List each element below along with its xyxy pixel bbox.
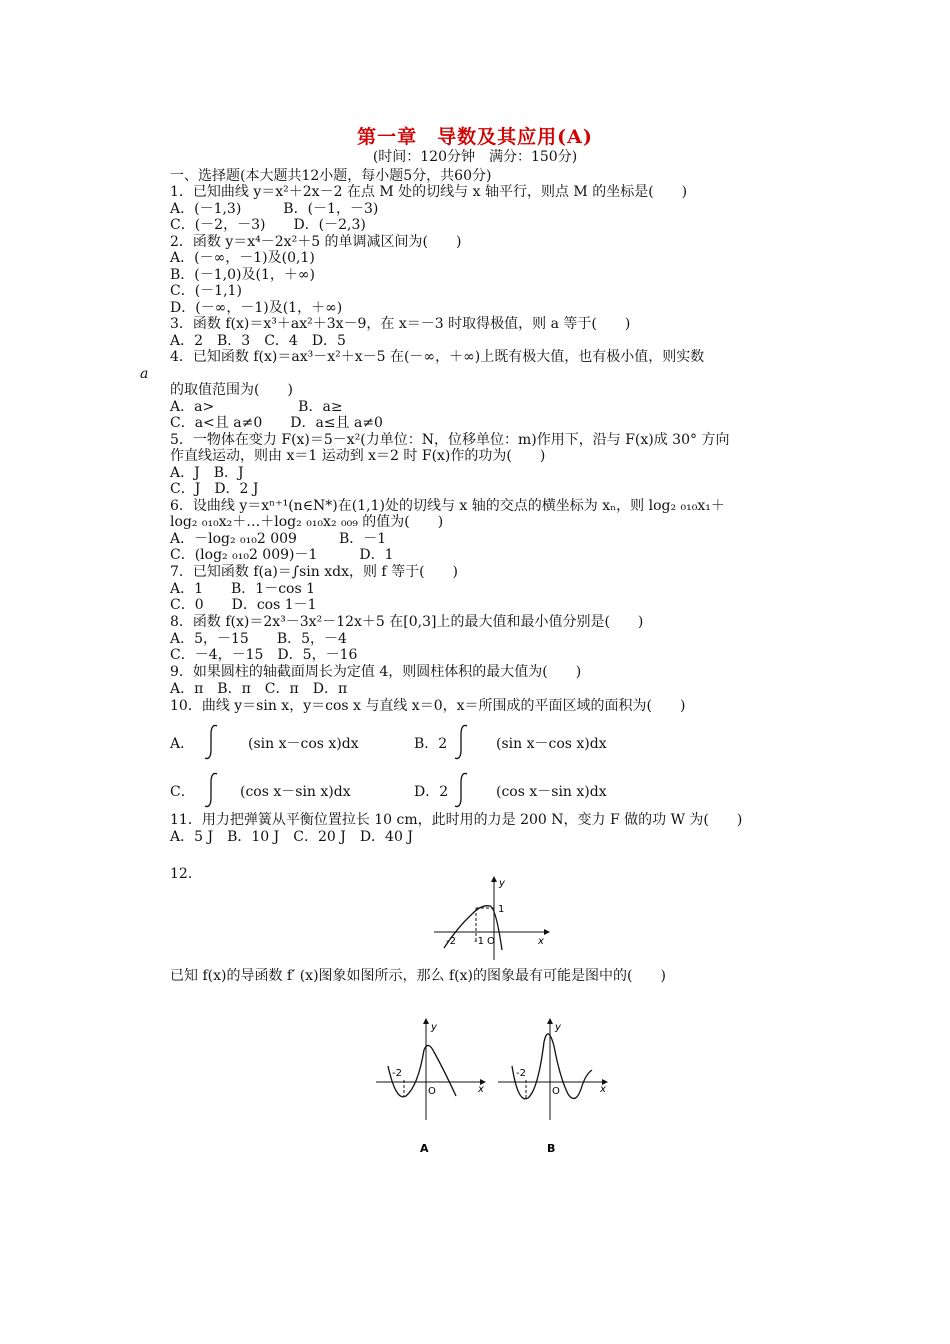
- integral-sign-icon: [452, 770, 474, 810]
- option-line: C．－4，－15 D．5，－16: [170, 647, 358, 663]
- question-line: 10．曲线 y＝sin x，y＝cos x 与直线 x＝0，x＝所围成的平面区域的面积为( ): [170, 698, 686, 714]
- y-axis-arrow-icon: [423, 1018, 429, 1024]
- option-line: A．2 B．3 C．4 D．5: [170, 333, 346, 349]
- wrapped-variable: a: [140, 366, 149, 382]
- y-axis-arrow-icon: [547, 1018, 553, 1024]
- axis-label-x: x: [478, 1084, 484, 1095]
- option-line: A．5，－15 B．5，－4: [170, 631, 347, 647]
- axis-label-x: x: [538, 936, 544, 947]
- option-line: C．0 D．cos 1－1: [170, 597, 317, 613]
- question-line: 作直线运动，则由 x＝1 运动到 x＝2 时 F(x)作的功为( ): [170, 448, 546, 464]
- tick-label-neg2: -2: [516, 1068, 526, 1079]
- option-line: B．(－1,0)及(1，＋∞): [170, 267, 315, 283]
- origin-label: O: [428, 1086, 436, 1097]
- integral-sign-icon: [202, 722, 224, 762]
- question-number: 12.: [170, 866, 193, 882]
- q10-option-d-expr: (cos x－sin x)dx: [496, 784, 607, 800]
- q10-option-d-label: D．2: [414, 784, 449, 800]
- option-line: C．(－1,1): [170, 283, 242, 299]
- option-line: A．1 B．1－cos 1: [170, 581, 316, 597]
- question-line: log₂ ₀₁₀x₂＋…＋log₂ ₀₁₀x₂ ₀₀₉ 的值为( ): [170, 514, 444, 530]
- tick-label-1: 1: [498, 904, 505, 915]
- axis-label-y: y: [499, 878, 505, 889]
- question-line: 4．已知函数 f(x)＝ax³－x²＋x－5 在(－∞，＋∞)上既有极大值，也有极小值，则实数: [170, 349, 705, 365]
- option-line: D．(－∞，－1)及(1，＋∞): [170, 300, 343, 316]
- tick-label-neg1: -1: [474, 936, 484, 947]
- axis-label-y: y: [431, 1022, 437, 1033]
- option-line: C．(log₂ ₀₁₀2 009)－1 D．1: [170, 547, 394, 563]
- page-title: 第一章 导数及其应用(A): [357, 126, 593, 148]
- axis-label-x: x: [600, 1084, 606, 1095]
- question-line: 7．已知函数 f(a)＝∫sin xdx，则 f 等于( ): [170, 564, 458, 580]
- option-line: A．(－1,3) B．(－1，－3): [170, 201, 379, 217]
- question-line: 6．设曲线 y＝xⁿ⁺¹(n∈N*)在(1,1)处的切线与 x 轴的交点的横坐标为 xₙ，则 log₂ ₀₁₀x₁＋: [170, 498, 725, 514]
- integral-sign-icon: [452, 722, 474, 762]
- origin-label: O: [487, 936, 495, 947]
- option-line: C．a<且 a≠0 D．a≤且 a≠0: [170, 415, 383, 431]
- origin-label: O: [552, 1086, 560, 1097]
- answer-graph-b: [496, 1012, 616, 1157]
- option-line: C．(－2，－3) D．(－2,3): [170, 217, 366, 233]
- question-line: 已知 f(x)的导函数 f′ (x)图象如图所示，那么 f(x)的图象最有可能是图中的( ): [170, 968, 666, 984]
- option-line: A．－log₂ ₀₁₀2 009 B．－1: [170, 531, 387, 547]
- q10-option-a-label: A．: [170, 736, 195, 752]
- graph-label-a: A: [420, 1142, 429, 1155]
- question-line: 的取值范围为( ): [170, 382, 293, 398]
- question-line: 8．函数 f(x)＝2x³－3x²－12x＋5 在[0,3]上的最大值和最小值分别是( ): [170, 614, 644, 630]
- q10-option-c-expr: (cos x－sin x)dx: [240, 784, 351, 800]
- option-line: A．a> B．a≥: [170, 399, 343, 415]
- option-line: A．5 J B．10 J C．20 J D．40 J: [170, 829, 413, 845]
- question-line: 2．函数 y＝x⁴－2x²＋5 的单调减区间为( ): [170, 234, 462, 250]
- section-heading: 一、选择题(本大题共12小题，每小题5分，共60分): [170, 168, 492, 184]
- tick-label-neg2: -2: [392, 1068, 402, 1079]
- option-line: C．J D．2 J: [170, 481, 259, 497]
- x-axis-arrow-icon: [544, 929, 550, 935]
- integral-sign-icon: [202, 770, 224, 810]
- q10-option-b-expr: (sin x－cos x)dx: [496, 736, 607, 752]
- question-line: 9．如果圆柱的轴截面周长为定值 4，则圆柱体积的最大值为( ): [170, 664, 582, 680]
- question-line: 1．已知曲线 y＝x²＋2x－2 在点 M 处的切线与 x 轴平行，则点 M 的坐标是( ): [170, 184, 688, 200]
- axis-label-y: y: [555, 1022, 561, 1033]
- graph-label-b: B: [547, 1142, 556, 1155]
- q10-option-b-label: B．2: [414, 736, 448, 752]
- exam-info: (时间：120分钟 满分：150分): [372, 149, 578, 165]
- tick-label-neg2: -2: [446, 936, 456, 947]
- answer-graph-a: [374, 1012, 494, 1157]
- option-line: A．π B．π C．π D．π: [170, 681, 348, 697]
- derivative-graph: [432, 874, 552, 964]
- q10-option-a-expr: (sin x－cos x)dx: [248, 736, 359, 752]
- y-axis-arrow-icon: [491, 876, 497, 882]
- question-line: 3．函数 f(x)＝x³＋ax²＋3x－9，在 x＝－3 时取得极值，则 a 等于( ): [170, 316, 631, 332]
- option-line: A．(－∞，－1)及(0,1): [170, 250, 315, 266]
- question-line: 5．一物体在变力 F(x)＝5－x²(力单位：N，位移单位：m)作用下，沿与 F(x)成 30° 方向: [170, 432, 730, 448]
- q10-option-c-label: C．: [170, 784, 195, 800]
- question-line: 11．用力把弹簧从平衡位置拉长 10 cm，此时用的力是 200 N，变力 F 做的功 W 为( ): [170, 812, 743, 828]
- option-line: A．J B．J: [170, 465, 244, 481]
